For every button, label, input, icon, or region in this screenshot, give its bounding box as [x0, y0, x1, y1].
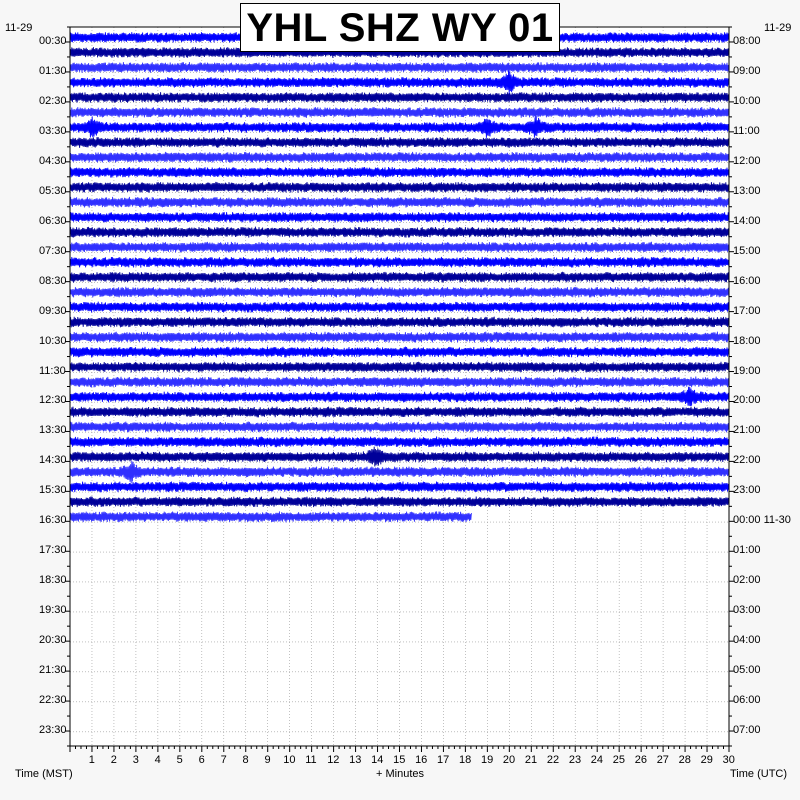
- right-tick-label: 10:00: [733, 94, 761, 107]
- left-tick-label: 16:30: [39, 514, 67, 527]
- x-tick-label: 16: [415, 754, 428, 766]
- left-tick-label: 10:30: [39, 334, 67, 347]
- right-tick-label: 22:00: [733, 454, 761, 467]
- left-tick-label: 14:30: [39, 454, 67, 467]
- x-tick-label: 4: [154, 754, 161, 766]
- x-tick-label: 10: [283, 754, 296, 766]
- right-tick-label: 15:00: [733, 244, 761, 257]
- y-axis-label-right: Time (UTC): [730, 768, 788, 780]
- x-tick-label: 22: [546, 754, 560, 766]
- left-tick-label: 03:30: [39, 124, 67, 137]
- right-tick-label: 05:00: [733, 664, 761, 677]
- right-tick-label: 11:00: [733, 124, 760, 137]
- left-tick-label: 13:30: [39, 424, 67, 437]
- right-tick-label: 23:00: [733, 484, 761, 497]
- left-tick-label: 05:30: [39, 184, 67, 197]
- right-tick-label: 01:00: [733, 544, 761, 557]
- x-tick-label: 14: [371, 754, 384, 766]
- left-tick-label: 22:30: [39, 694, 67, 707]
- right-tick-label: 14:00: [733, 214, 761, 227]
- x-tick-label: 12: [327, 754, 340, 766]
- date-rollover-label: 11-30: [760, 514, 791, 527]
- x-tick-label: 19: [480, 754, 494, 766]
- right-tick-label: 08:00: [733, 34, 761, 47]
- left-tick-label: 23:30: [39, 724, 67, 737]
- right-tick-label: 17:00: [733, 304, 761, 317]
- right-tick-label: 07:00: [733, 724, 761, 737]
- x-tick-label: 15: [393, 754, 406, 766]
- x-tick-label: 7: [220, 754, 227, 766]
- y-axis-label-left: Time (MST): [15, 768, 73, 780]
- left-tick-label: 06:30: [39, 214, 67, 227]
- x-tick-label: 28: [678, 754, 691, 766]
- x-tick-label: 5: [176, 754, 183, 766]
- x-tick-label: 2: [110, 754, 117, 766]
- date-label-left: 11-29: [5, 22, 33, 34]
- x-tick-label: 13: [349, 754, 362, 766]
- x-tick-label: 26: [634, 754, 647, 766]
- right-tick-label: 19:00: [733, 364, 761, 377]
- right-tick-label: 13:00: [733, 184, 761, 197]
- x-tick-label: 11: [305, 754, 317, 766]
- x-tick-label: 8: [242, 754, 249, 766]
- x-tick-label: 17: [437, 754, 450, 766]
- right-tick-label: 00:00 11-30: [733, 514, 791, 527]
- left-tick-label: 15:30: [39, 484, 67, 497]
- left-tick-label: 01:30: [39, 64, 67, 77]
- left-tick-label: 02:30: [39, 94, 67, 107]
- date-label-right: 11-29: [764, 22, 792, 34]
- left-tick-label: 04:30: [39, 154, 67, 167]
- station-title-box: [240, 3, 560, 52]
- right-tick-label: 04:00: [733, 634, 761, 647]
- x-tick-label: 23: [568, 754, 582, 766]
- x-axis-label: + Minutes: [376, 768, 424, 780]
- x-tick-label: 25: [612, 754, 626, 766]
- left-tick-label: 00:30: [39, 34, 67, 47]
- left-tick-label: 07:30: [39, 244, 67, 257]
- right-tick-label: 16:00: [733, 274, 761, 287]
- left-tick-label: 19:30: [39, 604, 67, 617]
- right-tick-label: 18:00: [733, 334, 761, 347]
- left-tick-label: 18:30: [39, 574, 67, 587]
- left-tick-label: 17:30: [39, 544, 67, 557]
- right-tick-label: 20:00: [733, 394, 761, 407]
- x-tick-label: 20: [502, 754, 516, 766]
- left-tick-label: 08:30: [39, 274, 67, 287]
- x-tick-label: 3: [132, 754, 139, 766]
- chart-title: YHL SHZ WY 01: [246, 5, 554, 50]
- right-tick-label: 02:00: [733, 574, 761, 587]
- left-tick-label: 21:30: [39, 664, 67, 677]
- plot-area: [70, 27, 729, 746]
- right-tick-label: 03:00: [733, 604, 761, 617]
- x-tick-label: 18: [459, 754, 472, 766]
- x-tick-label: 27: [656, 754, 669, 766]
- right-tick-label: 09:00: [733, 64, 761, 77]
- x-tick-label: 21: [524, 754, 538, 766]
- right-tick-label: 21:00: [733, 424, 761, 437]
- left-tick-label: 12:30: [39, 394, 67, 407]
- left-tick-label: 20:30: [39, 634, 67, 647]
- right-tick-label: 06:00: [733, 694, 761, 707]
- right-tick-label: 12:00: [733, 154, 761, 167]
- x-tick-label: 6: [198, 754, 205, 766]
- x-tick-label: 30: [722, 754, 735, 766]
- left-tick-label: 09:30: [39, 304, 67, 317]
- x-tick-label: 24: [590, 754, 604, 766]
- x-tick-label: 1: [88, 754, 95, 766]
- x-tick-label: 9: [264, 754, 271, 766]
- x-tick-label: 29: [700, 754, 713, 766]
- left-tick-label: 11:30: [39, 364, 66, 377]
